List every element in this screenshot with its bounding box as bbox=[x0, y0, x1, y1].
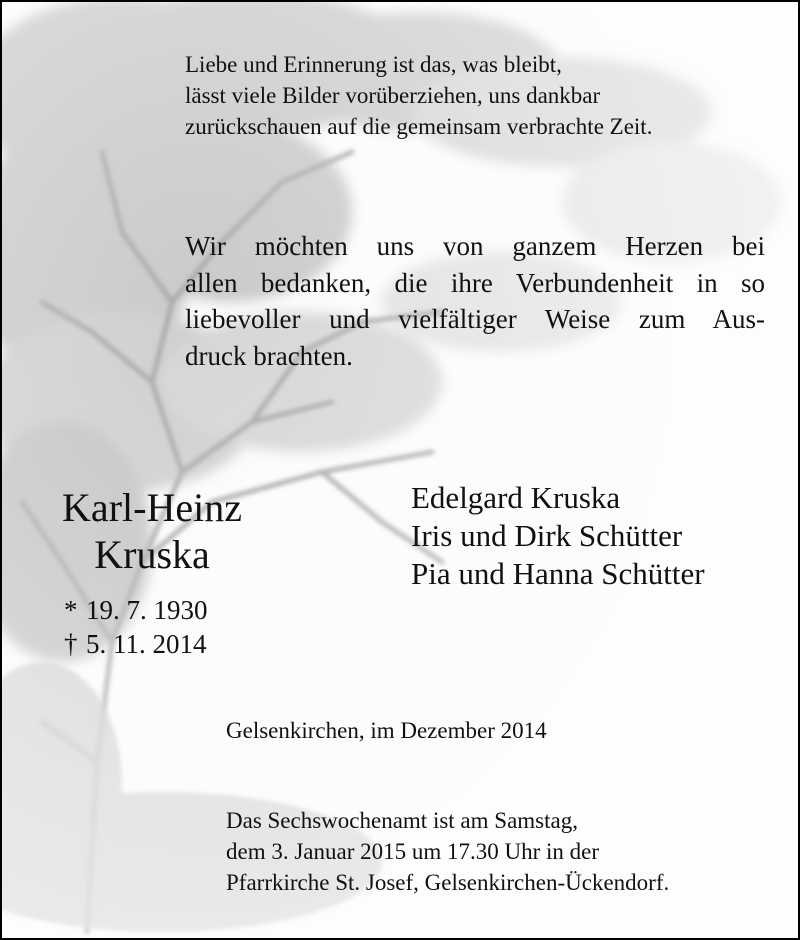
life-dates bbox=[64, 593, 284, 661]
thanks-line: druck brachten. bbox=[185, 340, 353, 371]
service-line: dem 3. Januar 2015 um 17.30 Uhr in der bbox=[226, 839, 600, 864]
service-line: Das Sechswochenamt ist am Samstag, bbox=[226, 808, 578, 833]
deceased-first-name: Karl-Heinz bbox=[62, 485, 242, 530]
deceased-last-name: Kruska bbox=[94, 532, 210, 577]
quote-line: zurückschauen auf die gemeinsam verbrachte Zeit. bbox=[185, 114, 653, 139]
death-cross-icon: † bbox=[64, 629, 78, 659]
service-line: Pfarrkirche St. Josef, Gelsenkirchen-Ückendorf. bbox=[226, 870, 670, 895]
family-member: Iris und Dirk Schütter bbox=[411, 518, 683, 553]
memorial-quote bbox=[185, 49, 775, 142]
tree-background-image bbox=[2, 2, 798, 938]
quote-line: Liebe und Erinnerung ist das, was bleibt, bbox=[185, 52, 562, 77]
deceased-name bbox=[32, 484, 272, 578]
quote-line: lässt viele Bilder vorüberziehen, uns dankbar bbox=[185, 83, 601, 108]
thanks-text bbox=[185, 228, 765, 374]
place-and-date: Gelsenkirchen, im Dezember 2014 bbox=[226, 718, 547, 743]
thanks-line: allen bedanken, die ihre Verbundenheit in so bbox=[185, 267, 765, 298]
birth-date: 19. 7. 1930 bbox=[86, 595, 208, 625]
thanks-line: liebevoller und vielfältiger Weise zum Aus- bbox=[185, 304, 765, 334]
family-member: Pia und Hanna Schütter bbox=[411, 556, 705, 591]
thanks-line: Wir möchten uns von ganzem Herzen bei bbox=[185, 231, 765, 261]
death-date: 5. 11. 2014 bbox=[86, 629, 207, 659]
memorial-service-info bbox=[226, 805, 786, 898]
death-date-row bbox=[64, 627, 284, 661]
birth-star-icon: * bbox=[64, 595, 78, 625]
birth-date-row bbox=[64, 593, 284, 627]
family-members bbox=[411, 479, 781, 593]
family-member: Edelgard Kruska bbox=[411, 480, 621, 515]
